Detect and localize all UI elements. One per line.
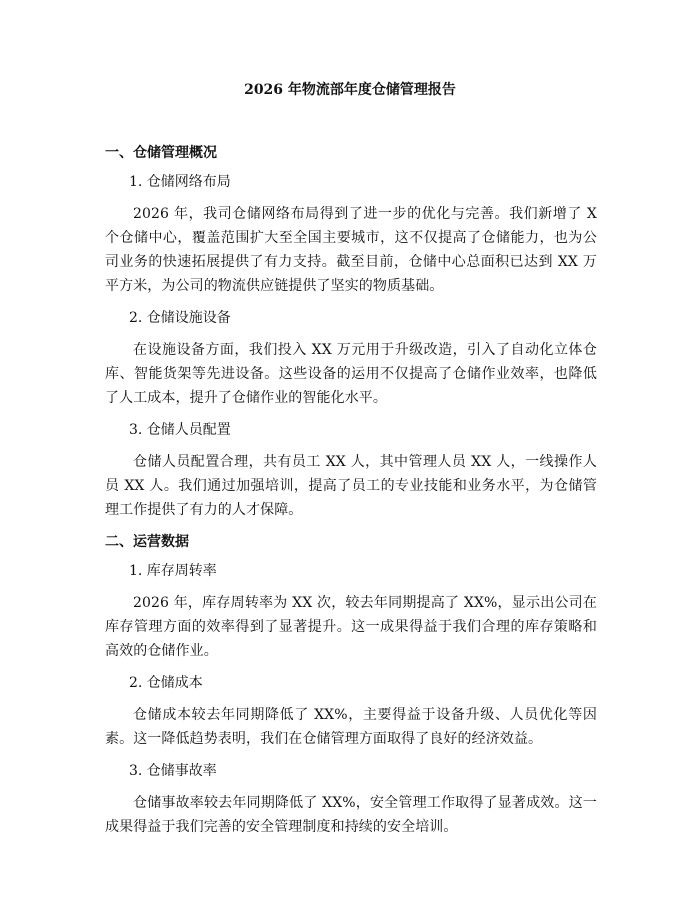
paragraph: 仓储人员配置合理，共有员工 XX 人，其中管理人员 XX 人，一线操作人员 XX 人。我们通过加强培训，提高了员工的专业技能和业务水平，为仓储管理工作提供了有力的人才保障。 — [105, 454, 597, 518]
paragraph: 仓储事故率较去年同期降低了 XX%，安全管理工作取得了显著成效。这一成果得益于我们完善的安全管理制度和持续的安全培训。 — [105, 795, 597, 835]
section-operations — [105, 531, 597, 839]
sub-heading: 1. 库存周转率 — [129, 563, 217, 579]
document-body — [105, 142, 597, 848]
paragraph: 在设施设备方面，我们投入 XX 万元用于升级改造，引入了自动化立体仓库、智能货架等先进设备。这些设备的运用不仅提高了仓储作业效率，也降低了人工成本，提升了仓储作业的智能化水平。 — [105, 342, 597, 406]
sub-heading: 2. 仓储设施设备 — [129, 310, 231, 326]
section-heading: 二、运营数据 — [105, 534, 189, 550]
section-overview — [105, 142, 597, 522]
sub-heading: 2. 仓储成本 — [129, 675, 203, 691]
section-heading: 一、仓储管理概况 — [105, 145, 217, 161]
document-title: 2026 年物流部年度仓储管理报告 — [244, 82, 456, 98]
sub-heading: 3. 仓储事故率 — [129, 763, 217, 779]
paragraph: 2026 年，我司仓储网络布局得到了进一步的优化与完善。我们新增了 X 个仓储中心，覆盖范围扩大至全国主要城市，这不仅提高了仓储能力，也为公司业务的快速拓展提供了有力支持。截至目前，仓储中心总面积已达到 XX 万平方米，为公司的物流供应链提供了坚实的物质基础。 — [105, 206, 597, 294]
paragraph: 2026 年，库存周转率为 XX 次，较去年同期提高了 XX%，显示出公司在库存管理方面的效率得到了显著提升。这一成果得益于我们合理的库存策略和高效的仓储作业。 — [105, 595, 597, 659]
sub-heading: 3. 仓储人员配置 — [129, 422, 231, 438]
paragraph: 仓储成本较去年同期降低了 XX%，主要得益于设备升级、人员优化等因素。这一降低趋势表明，我们在仓储管理方面取得了良好的经济效益。 — [105, 707, 597, 747]
sub-heading: 1. 仓储网络布局 — [129, 174, 231, 190]
